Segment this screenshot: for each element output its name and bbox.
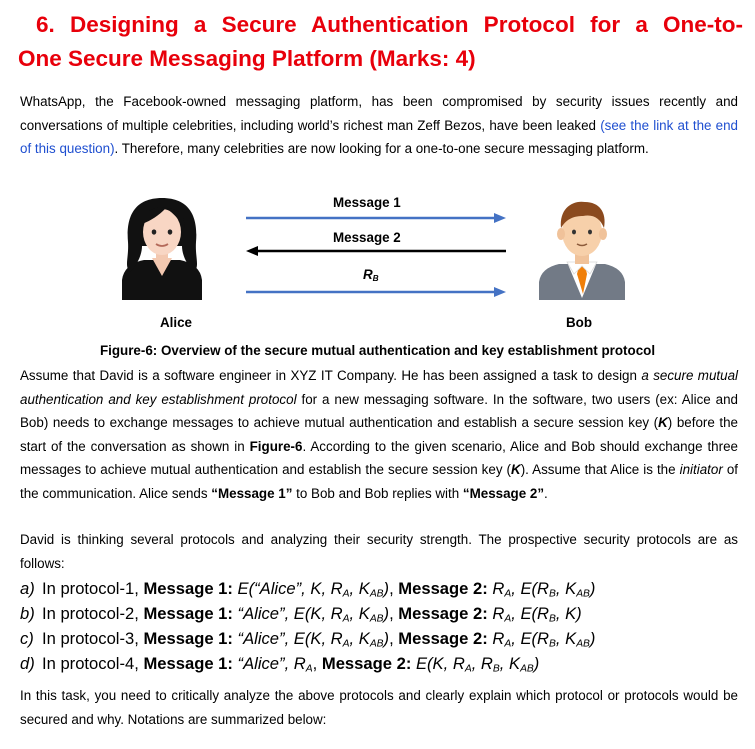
figure-caption: Figure-6: Overview of the secure mutual authentication and key establishment protocol [99,343,656,358]
bob-label: Bob [566,315,593,330]
intro-text-1: WhatsApp, the Facebook-owned messaging platform, has been compromised by security issues recently and conversations of multiple celebrities, including world’s richest man Zeff Bezos, have been leaked [20,94,738,133]
protocol-item: c) In protocol-3, Message 1: “Alice”, E(K, $R_A$, $K_{AB}$), Message 2: $R_A$, $E(R_B$, $K_{AB}$) [20,629,596,650]
question-title-line-1: 6. Designing a Secure Authentication Protocol for a One-to- [36,12,743,37]
intro-paragraph [20,90,738,161]
protocol-item: b) In protocol-2, Message 1: “Alice”, E(K, $R_A$, $K_{AB}$), Message 2: $R_A$, $E(R_B$, K) [20,604,582,625]
question-title [18,8,743,76]
message-2-label: Message 2 [333,230,401,245]
protocol-list [20,576,735,676]
bob-avatar-icon [537,198,627,300]
protocol-figure [0,188,755,338]
alice-avatar-icon [112,194,212,300]
protocol-item: d) In protocol-4, Message 1: “Alice”, $R_A$, Message 2: E(K, $R_A$, $R_B$, $K_{AB}$) [20,654,540,675]
message-1-label: Message 1 [333,195,401,210]
protocol-item: a) In protocol-1, Message 1: E(“Alice”, K, $R_A$, $K_{AB}$), Message 2: $R_A$, $E(R_B$, $K_{AB}$) [20,579,596,600]
task-paragraph: In this task, you need to critically analyze the above protocols and clearly explain which protocol or protocols would be secured and why. Notations are summarized below: [20,688,738,727]
intro-text-2: . Therefore, many celebrities are now looking for a one-to-one secure messaging platform. [114,141,649,156]
scenario-paragraph: Assume that David is a software engineer in XYZ IT Company. He has been assigned a task to design a secure mutual authentication and key establishment protocol for a new messaging software. In the software, two users (ex: Alice and Bob) needs to exchange messages to achieve mutual authentication and establish a secure session key (K) before the start of the conversation as shown in Figure-6. According to the given scenario, Alice and Bob should exchange three messages to achieve mutual authentication and establish the secure session key (K). Assume that Alice is the initiator of the communication. Alice sends “Message 1” to Bob and Bob replies with “Message 2”. [20,368,738,501]
question-title-line-2: One Secure Messaging Platform (Marks: 4) [18,46,476,71]
reference-link[interactable]: (see the link at the end of this question) [20,117,739,156]
message-arrows [238,206,518,306]
analysis-paragraph: David is thinking several protocols and analyzing their security strength. The prospective security protocols are as follows: [20,532,738,571]
message-3-label: $R_B$ [363,267,379,284]
alice-label: Alice [160,315,193,330]
